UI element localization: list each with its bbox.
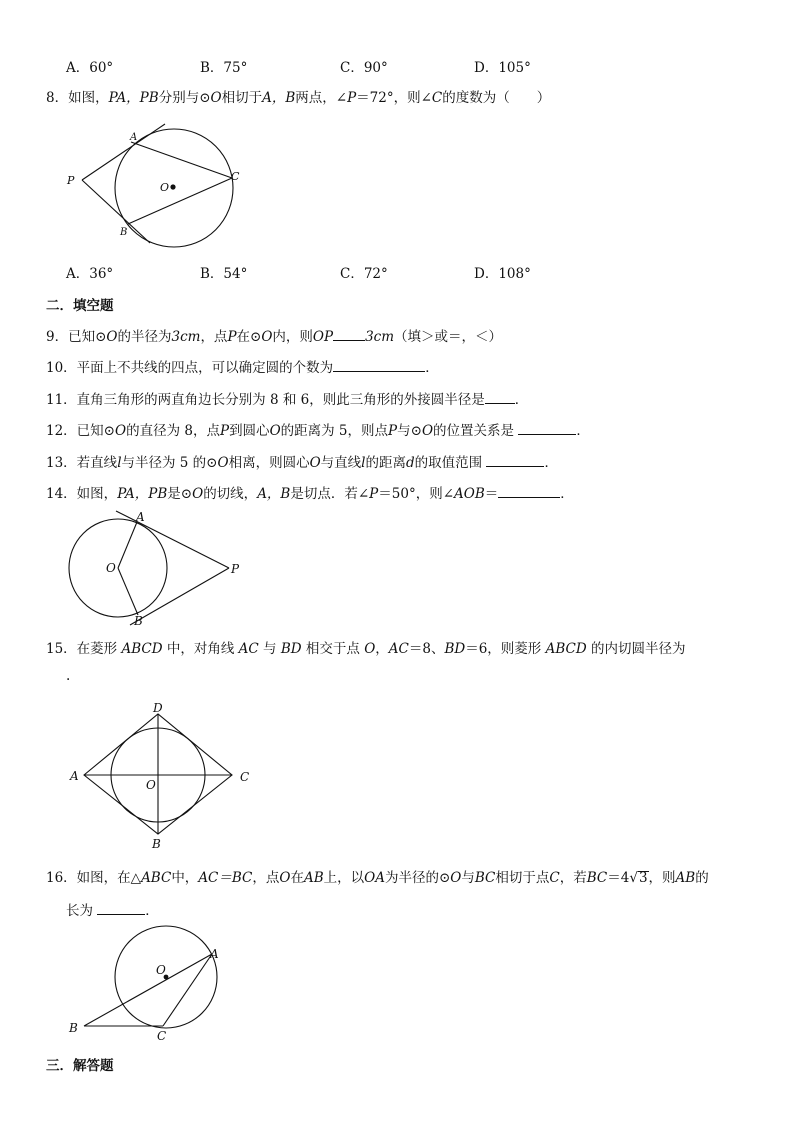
q14-label-b: B: [134, 614, 143, 628]
q9-answer-blank[interactable]: [333, 327, 365, 341]
q7-option-c: C．90°: [340, 60, 388, 76]
q14-label-o: O: [106, 561, 116, 575]
q16-answer-blank[interactable]: [97, 901, 145, 915]
q8-label-c: C: [231, 170, 240, 183]
q7-options: [66, 56, 766, 76]
q15-label-o: O: [146, 778, 156, 792]
q16-side-ab: [84, 954, 212, 1026]
q16-label-b: B: [69, 1021, 78, 1035]
q12-question: 12．已知⊙O的直径为 8，点P到圆心O的距离为 5，则点P与⊙O的位置关系是 ．: [46, 423, 590, 439]
q14-radius-oa: [118, 522, 137, 568]
q16-figure: [60, 930, 260, 1045]
q11-question: 11．直角三角形的两直角边长分别为 8 和 6，则此三角形的外接圆半径是 ．: [46, 392, 529, 408]
q10-answer-blank[interactable]: [333, 358, 425, 372]
q8-option-a: A．36°: [66, 266, 114, 282]
q8-tangent-pb: [82, 180, 150, 243]
q9-question: 9．已知⊙O的半径为3cm，点P在⊙O内，则OP 3cm（填＞或＝，＜）: [46, 329, 503, 345]
q16-label-o: O: [156, 963, 166, 977]
q15-question: 15．在菱形 ABCD 中，对角线 AC 与 BD 相交于点 O，AC＝8、BD＝6，则菱形 ABCD 的内切圆半径为: [46, 641, 686, 657]
q11-answer-blank[interactable]: [485, 390, 515, 404]
q8-option-b: B．54°: [200, 266, 248, 282]
q15-label-a: A: [70, 769, 79, 783]
q10-question: 10．平面上不共线的四点，可以确定圆的个数为 ．: [46, 360, 439, 376]
q14-tangent-pa: [116, 511, 229, 568]
q7-option-a: A．60°: [66, 60, 114, 76]
q15-label-c: C: [240, 770, 250, 784]
q12-answer-blank[interactable]: [518, 421, 576, 435]
q8-label-b: B: [120, 227, 128, 238]
q14-figure: [0, 505, 300, 635]
q15-label-d: D: [153, 701, 163, 715]
q15-label-b: B: [152, 837, 161, 851]
q8-chord-bc: [128, 178, 232, 224]
q15-end: .: [66, 668, 71, 684]
q8-label-a: A: [130, 132, 138, 143]
q8-question: 8．如图，PA，PB分别与⊙O相切于A，B两点，∠P＝72°，则∠C的度数为（ ）: [46, 90, 551, 106]
q8-option-d: D．108°: [474, 266, 531, 282]
section-2-title: 二．填空题: [46, 298, 114, 314]
q7-option-b: B．75°: [200, 60, 248, 76]
q8-figure: [0, 120, 300, 250]
q16-question: 16．如图，在△ABC中，AC＝BC，点O在AB上，以OA为半径的⊙O与BC相切于点C，若BC＝4√3，则AB的: [46, 870, 709, 886]
q8-options: [66, 262, 766, 282]
q16-label-a: A: [210, 947, 219, 961]
q8-label-o: O: [160, 181, 170, 194]
q14-tangent-pb: [130, 568, 229, 625]
q16-line2: 长为 ．: [66, 903, 159, 919]
q16-label-c: C: [157, 1029, 167, 1043]
q14-label-a: A: [136, 510, 145, 524]
q14-label-p: P: [231, 562, 240, 576]
q8-center-dot: [170, 184, 175, 189]
q14-question: 14．如图，PA，PB是⊙O的切线，A，B是切点．若∠P＝50°，则∠AOB＝ ．: [46, 486, 574, 502]
q8-tangent-pa: [82, 124, 165, 180]
q8-option-c: C．72°: [340, 266, 388, 282]
q8-label-p: P: [67, 174, 75, 187]
q13-answer-blank[interactable]: [486, 453, 544, 467]
q15-figure: [60, 700, 280, 850]
q13-question: 13．若直线l与半径为 5 的⊙O相离，则圆心O与直线l的距离d的取值范围 ．: [46, 455, 558, 471]
q16-side-ac: [163, 954, 212, 1026]
q14-radius-ob: [118, 568, 138, 615]
q14-answer-blank[interactable]: [498, 484, 560, 498]
section-3-title: 三．解答题: [46, 1058, 114, 1074]
q7-option-d: D．105°: [474, 60, 531, 76]
